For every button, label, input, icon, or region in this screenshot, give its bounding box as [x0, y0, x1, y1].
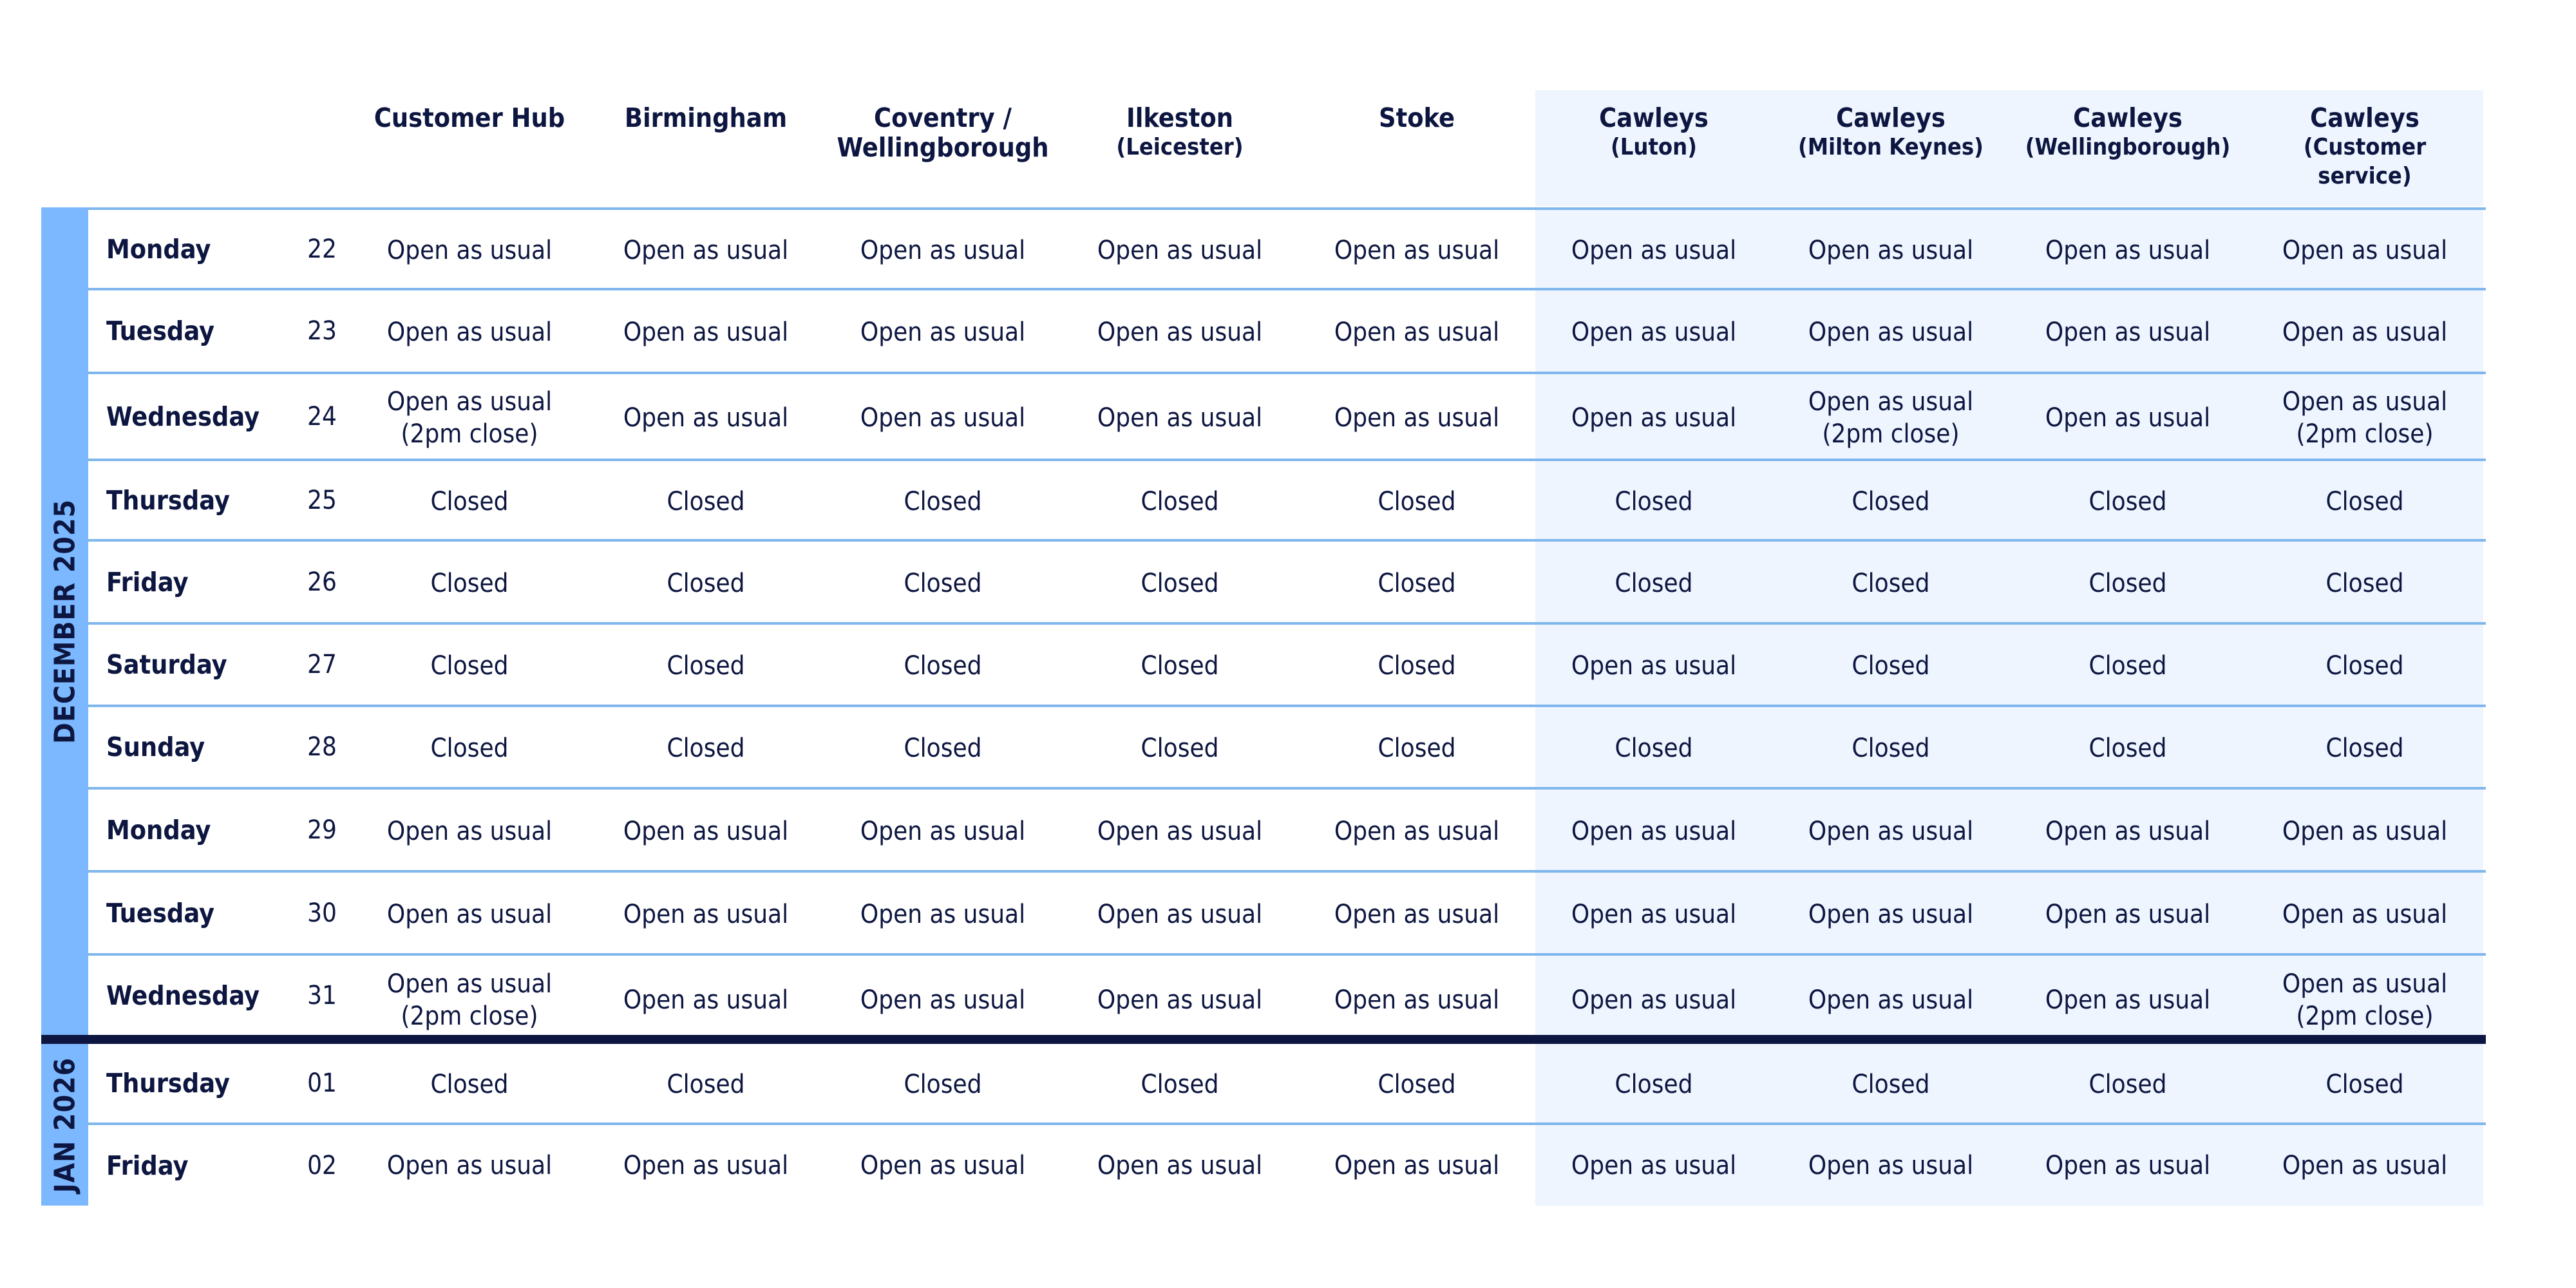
status-cell-cawleys-milton-keynes: Closed	[1772, 542, 2009, 625]
status-cell-birmingham: Open as usual	[623, 985, 789, 1015]
status-cell-cawleys-milton-keynes: Open as usual	[1772, 210, 2009, 290]
status-cell-customer-hub: Open as usual	[386, 317, 553, 347]
status-cell-cawleys-milton-keynes: Open as usual	[1772, 790, 2009, 873]
day-name: Wednesday	[106, 401, 260, 432]
table-row	[0, 790, 2576, 870]
row-divider	[88, 953, 2486, 956]
column-header-title: Customer Hub	[374, 102, 565, 133]
day-date: 02	[307, 1150, 337, 1180]
status-cell-cawleys-luton: Open as usual	[1535, 210, 1772, 290]
status-cell-coventry-wellingborough: Open as usual	[860, 1150, 1026, 1180]
status-cell-cawleys-customer-service: Closed	[2246, 542, 2483, 625]
table-row	[0, 707, 2576, 787]
status-cell-cawleys-customer-service: Closed	[2246, 625, 2483, 707]
day-name: Tuesday	[106, 897, 214, 929]
status-cell-coventry-wellingborough: Open as usual	[860, 317, 1026, 347]
status-cell-birmingham: Open as usual	[623, 317, 789, 347]
day-name: Monday	[106, 233, 211, 265]
status-cell-coventry-wellingborough: Closed	[904, 486, 982, 516]
day-name: Tuesday	[106, 316, 214, 346]
column-header-title: Cawleys	[1599, 102, 1709, 133]
day-name: Monday	[106, 814, 211, 846]
day-date: 31	[307, 980, 337, 1010]
status-cell-cawleys-customer-service: Open as usual	[2246, 790, 2483, 873]
status-cell-birmingham: Closed	[667, 1070, 745, 1099]
status-cell-cawleys-milton-keynes: Closed	[1772, 461, 2009, 542]
column-header-subtitle: (Leicester)	[1116, 134, 1244, 160]
month-label: JAN 2026	[48, 1057, 81, 1193]
status-cell-stoke: Closed	[1378, 486, 1456, 516]
status-cell-cawleys-milton-keynes: Open as usual	[1772, 290, 2009, 374]
status-cell-cawleys-wellingborough: Open as usual	[2009, 790, 2246, 873]
status-cell-birmingham: Open as usual	[623, 1150, 789, 1180]
column-header-title: Coventry / Wellingborough	[837, 102, 1049, 163]
status-cell-coventry-wellingborough: Open as usual	[860, 985, 1026, 1015]
status-cell-cawleys-wellingborough: Closed	[2009, 625, 2246, 707]
month-label: DECEMBER 2025	[48, 498, 81, 744]
status-cell-ilkeston: Closed	[1141, 651, 1219, 681]
column-header-subtitle: (Wellingborough)	[2025, 134, 2231, 160]
status-cell-stoke: Open as usual	[1334, 235, 1500, 265]
day-date: 30	[307, 898, 337, 928]
table-row	[0, 1044, 2576, 1122]
status-cell-cawleys-wellingborough: Open as usual	[2009, 210, 2246, 290]
status-cell-ilkeston: Closed	[1141, 568, 1219, 598]
day-date: 26	[307, 567, 337, 597]
day-name: Wednesday	[106, 980, 260, 1011]
status-cell-cawleys-wellingborough: Closed	[2009, 542, 2246, 625]
status-cell-customer-hub: Closed	[430, 651, 509, 681]
row-divider	[88, 372, 2486, 374]
status-cell-cawleys-luton: Closed	[1535, 707, 1772, 790]
row-divider	[88, 622, 2486, 625]
status-cell-cawleys-luton: Open as usual	[1535, 956, 1772, 1044]
status-cell-cawleys-wellingborough: Open as usual	[2009, 1125, 2246, 1206]
status-cell-birmingham: Closed	[667, 486, 745, 516]
status-cell-coventry-wellingborough: Open as usual	[860, 402, 1026, 433]
column-header-title: Stoke	[1379, 102, 1455, 133]
status-cell-cawleys-luton: Open as usual	[1535, 290, 1772, 374]
status-cell-cawleys-milton-keynes: Open as usual	[1772, 873, 2009, 956]
row-divider	[88, 288, 2486, 290]
status-cell-cawleys-customer-service: Closed	[2246, 1044, 2483, 1125]
status-cell-cawleys-wellingborough: Open as usual	[2009, 290, 2246, 374]
table-row	[0, 290, 2576, 372]
status-cell-stoke: Open as usual	[1334, 985, 1500, 1015]
status-cell-ilkeston: Open as usual	[1097, 1150, 1263, 1180]
header-divider	[88, 207, 2486, 210]
status-cell-cawleys-luton: Closed	[1535, 542, 1772, 625]
status-cell-stoke: Open as usual	[1334, 899, 1500, 929]
status-cell-ilkeston: Open as usual	[1097, 816, 1263, 846]
status-cell-cawleys-luton: Closed	[1535, 461, 1772, 542]
status-cell-cawleys-milton-keynes: Open as usual (2pm close)	[1772, 374, 2009, 461]
status-cell-cawleys-customer-service: Closed	[2246, 461, 2483, 542]
status-cell-cawleys-luton: Open as usual	[1535, 1125, 1772, 1206]
status-cell-customer-hub: Open as usual	[386, 816, 553, 846]
status-cell-cawleys-luton: Open as usual	[1535, 625, 1772, 707]
status-cell-birmingham: Closed	[667, 734, 745, 763]
status-cell-birmingham: Open as usual	[623, 816, 789, 846]
column-header-subtitle: (Customer service)	[2303, 134, 2427, 189]
status-cell-stoke: Open as usual	[1334, 317, 1500, 347]
table-row	[0, 956, 2576, 1035]
status-cell-ilkeston: Open as usual	[1097, 985, 1263, 1015]
status-cell-customer-hub: Open as usual (2pm close)	[386, 386, 553, 449]
status-cell-cawleys-milton-keynes: Closed	[1772, 707, 2009, 790]
status-cell-customer-hub: Open as usual (2pm close)	[386, 969, 553, 1031]
status-cell-stoke: Closed	[1378, 734, 1456, 763]
status-cell-ilkeston: Open as usual	[1097, 317, 1263, 347]
row-divider	[88, 787, 2486, 790]
status-cell-cawleys-luton: Open as usual	[1535, 790, 1772, 873]
status-cell-stoke: Open as usual	[1334, 1150, 1500, 1180]
day-date: 22	[307, 234, 337, 264]
day-date: 24	[307, 401, 337, 431]
status-cell-coventry-wellingborough: Closed	[904, 651, 982, 681]
status-cell-cawleys-milton-keynes: Closed	[1772, 1044, 2009, 1125]
day-date: 27	[307, 650, 337, 679]
status-cell-cawleys-customer-service: Open as usual (2pm close)	[2246, 374, 2483, 461]
table-row	[0, 873, 2576, 953]
status-cell-customer-hub: Closed	[430, 486, 509, 516]
status-cell-ilkeston: Open as usual	[1097, 899, 1263, 929]
status-cell-cawleys-wellingborough: Closed	[2009, 461, 2246, 542]
row-divider	[88, 539, 2486, 542]
status-cell-customer-hub: Open as usual	[386, 1150, 553, 1180]
day-name: Friday	[106, 566, 189, 598]
table-row	[0, 461, 2576, 539]
status-cell-cawleys-milton-keynes: Closed	[1772, 625, 2009, 707]
status-cell-customer-hub: Closed	[430, 568, 509, 598]
table-row	[0, 625, 2576, 705]
day-name: Friday	[106, 1150, 189, 1181]
status-cell-cawleys-customer-service: Closed	[2246, 707, 2483, 790]
status-cell-ilkeston: Closed	[1141, 486, 1219, 516]
day-name: Thursday	[106, 484, 230, 516]
status-cell-stoke: Closed	[1378, 568, 1456, 598]
day-date: 25	[307, 485, 337, 515]
row-divider	[88, 1122, 2486, 1125]
status-cell-birmingham: Open as usual	[623, 235, 789, 265]
status-cell-ilkeston: Open as usual	[1097, 235, 1263, 265]
status-cell-customer-hub: Closed	[430, 734, 509, 763]
status-cell-ilkeston: Open as usual	[1097, 402, 1263, 433]
status-cell-cawleys-milton-keynes: Open as usual	[1772, 956, 2009, 1044]
status-cell-coventry-wellingborough: Closed	[904, 734, 982, 763]
status-cell-cawleys-wellingborough: Open as usual	[2009, 873, 2246, 956]
row-divider	[88, 459, 2486, 461]
status-cell-customer-hub: Open as usual	[386, 899, 553, 929]
status-cell-stoke: Open as usual	[1334, 816, 1500, 846]
column-header-title: Cawleys	[2073, 102, 2183, 133]
status-cell-cawleys-wellingborough: Closed	[2009, 707, 2246, 790]
status-cell-birmingham: Closed	[667, 651, 745, 681]
status-cell-cawleys-customer-service: Open as usual (2pm close)	[2246, 956, 2483, 1044]
status-cell-cawleys-luton: Open as usual	[1535, 374, 1772, 461]
day-date: 29	[307, 815, 337, 845]
column-header-title: Cawleys	[2310, 102, 2420, 133]
status-cell-coventry-wellingborough: Closed	[904, 568, 982, 598]
table-row	[0, 210, 2576, 288]
row-divider	[88, 870, 2486, 873]
status-cell-cawleys-customer-service: Open as usual	[2246, 290, 2483, 374]
day-date: 23	[307, 316, 337, 346]
status-cell-birmingham: Closed	[667, 568, 745, 598]
day-name: Thursday	[106, 1068, 230, 1099]
column-header-title: Ilkeston	[1126, 102, 1233, 133]
status-cell-coventry-wellingborough: Open as usual	[860, 899, 1026, 929]
column-header-title: Cawleys	[1836, 102, 1946, 133]
status-cell-stoke: Closed	[1378, 651, 1456, 681]
status-cell-birmingham: Open as usual	[623, 899, 789, 929]
column-header-subtitle: (Luton)	[1610, 134, 1698, 160]
status-cell-stoke: Open as usual	[1334, 402, 1500, 433]
status-cell-stoke: Closed	[1378, 1070, 1456, 1099]
status-cell-cawleys-milton-keynes: Open as usual	[1772, 1125, 2009, 1206]
table-row	[0, 374, 2576, 459]
status-cell-cawleys-customer-service: Open as usual	[2246, 1125, 2483, 1206]
month-divider	[41, 1035, 2486, 1044]
day-date: 28	[307, 732, 337, 762]
day-name: Saturday	[106, 649, 227, 680]
status-cell-cawleys-luton: Closed	[1535, 1044, 1772, 1125]
row-divider	[88, 705, 2486, 707]
day-name: Sunday	[106, 732, 205, 762]
status-cell-ilkeston: Closed	[1141, 734, 1219, 763]
status-cell-customer-hub: Closed	[430, 1070, 509, 1099]
status-cell-cawleys-wellingborough: Open as usual	[2009, 956, 2246, 1044]
status-cell-coventry-wellingborough: Closed	[904, 1070, 982, 1099]
status-cell-coventry-wellingborough: Open as usual	[860, 816, 1026, 846]
column-header-title: Birmingham	[624, 102, 788, 133]
status-cell-customer-hub: Open as usual	[386, 235, 553, 265]
status-cell-birmingham: Open as usual	[623, 402, 789, 433]
status-cell-cawleys-wellingborough: Closed	[2009, 1044, 2246, 1125]
status-cell-cawleys-customer-service: Open as usual	[2246, 210, 2483, 290]
table-row	[0, 542, 2576, 622]
table-row	[0, 1125, 2576, 1206]
status-cell-coventry-wellingborough: Open as usual	[860, 235, 1026, 265]
status-cell-cawleys-wellingborough: Open as usual	[2009, 374, 2246, 461]
day-date: 01	[307, 1068, 337, 1098]
column-header-subtitle: (Milton Keynes)	[1798, 134, 1984, 160]
status-cell-cawleys-luton: Open as usual	[1535, 873, 1772, 956]
status-cell-cawleys-customer-service: Open as usual	[2246, 873, 2483, 956]
status-cell-ilkeston: Closed	[1141, 1070, 1219, 1099]
